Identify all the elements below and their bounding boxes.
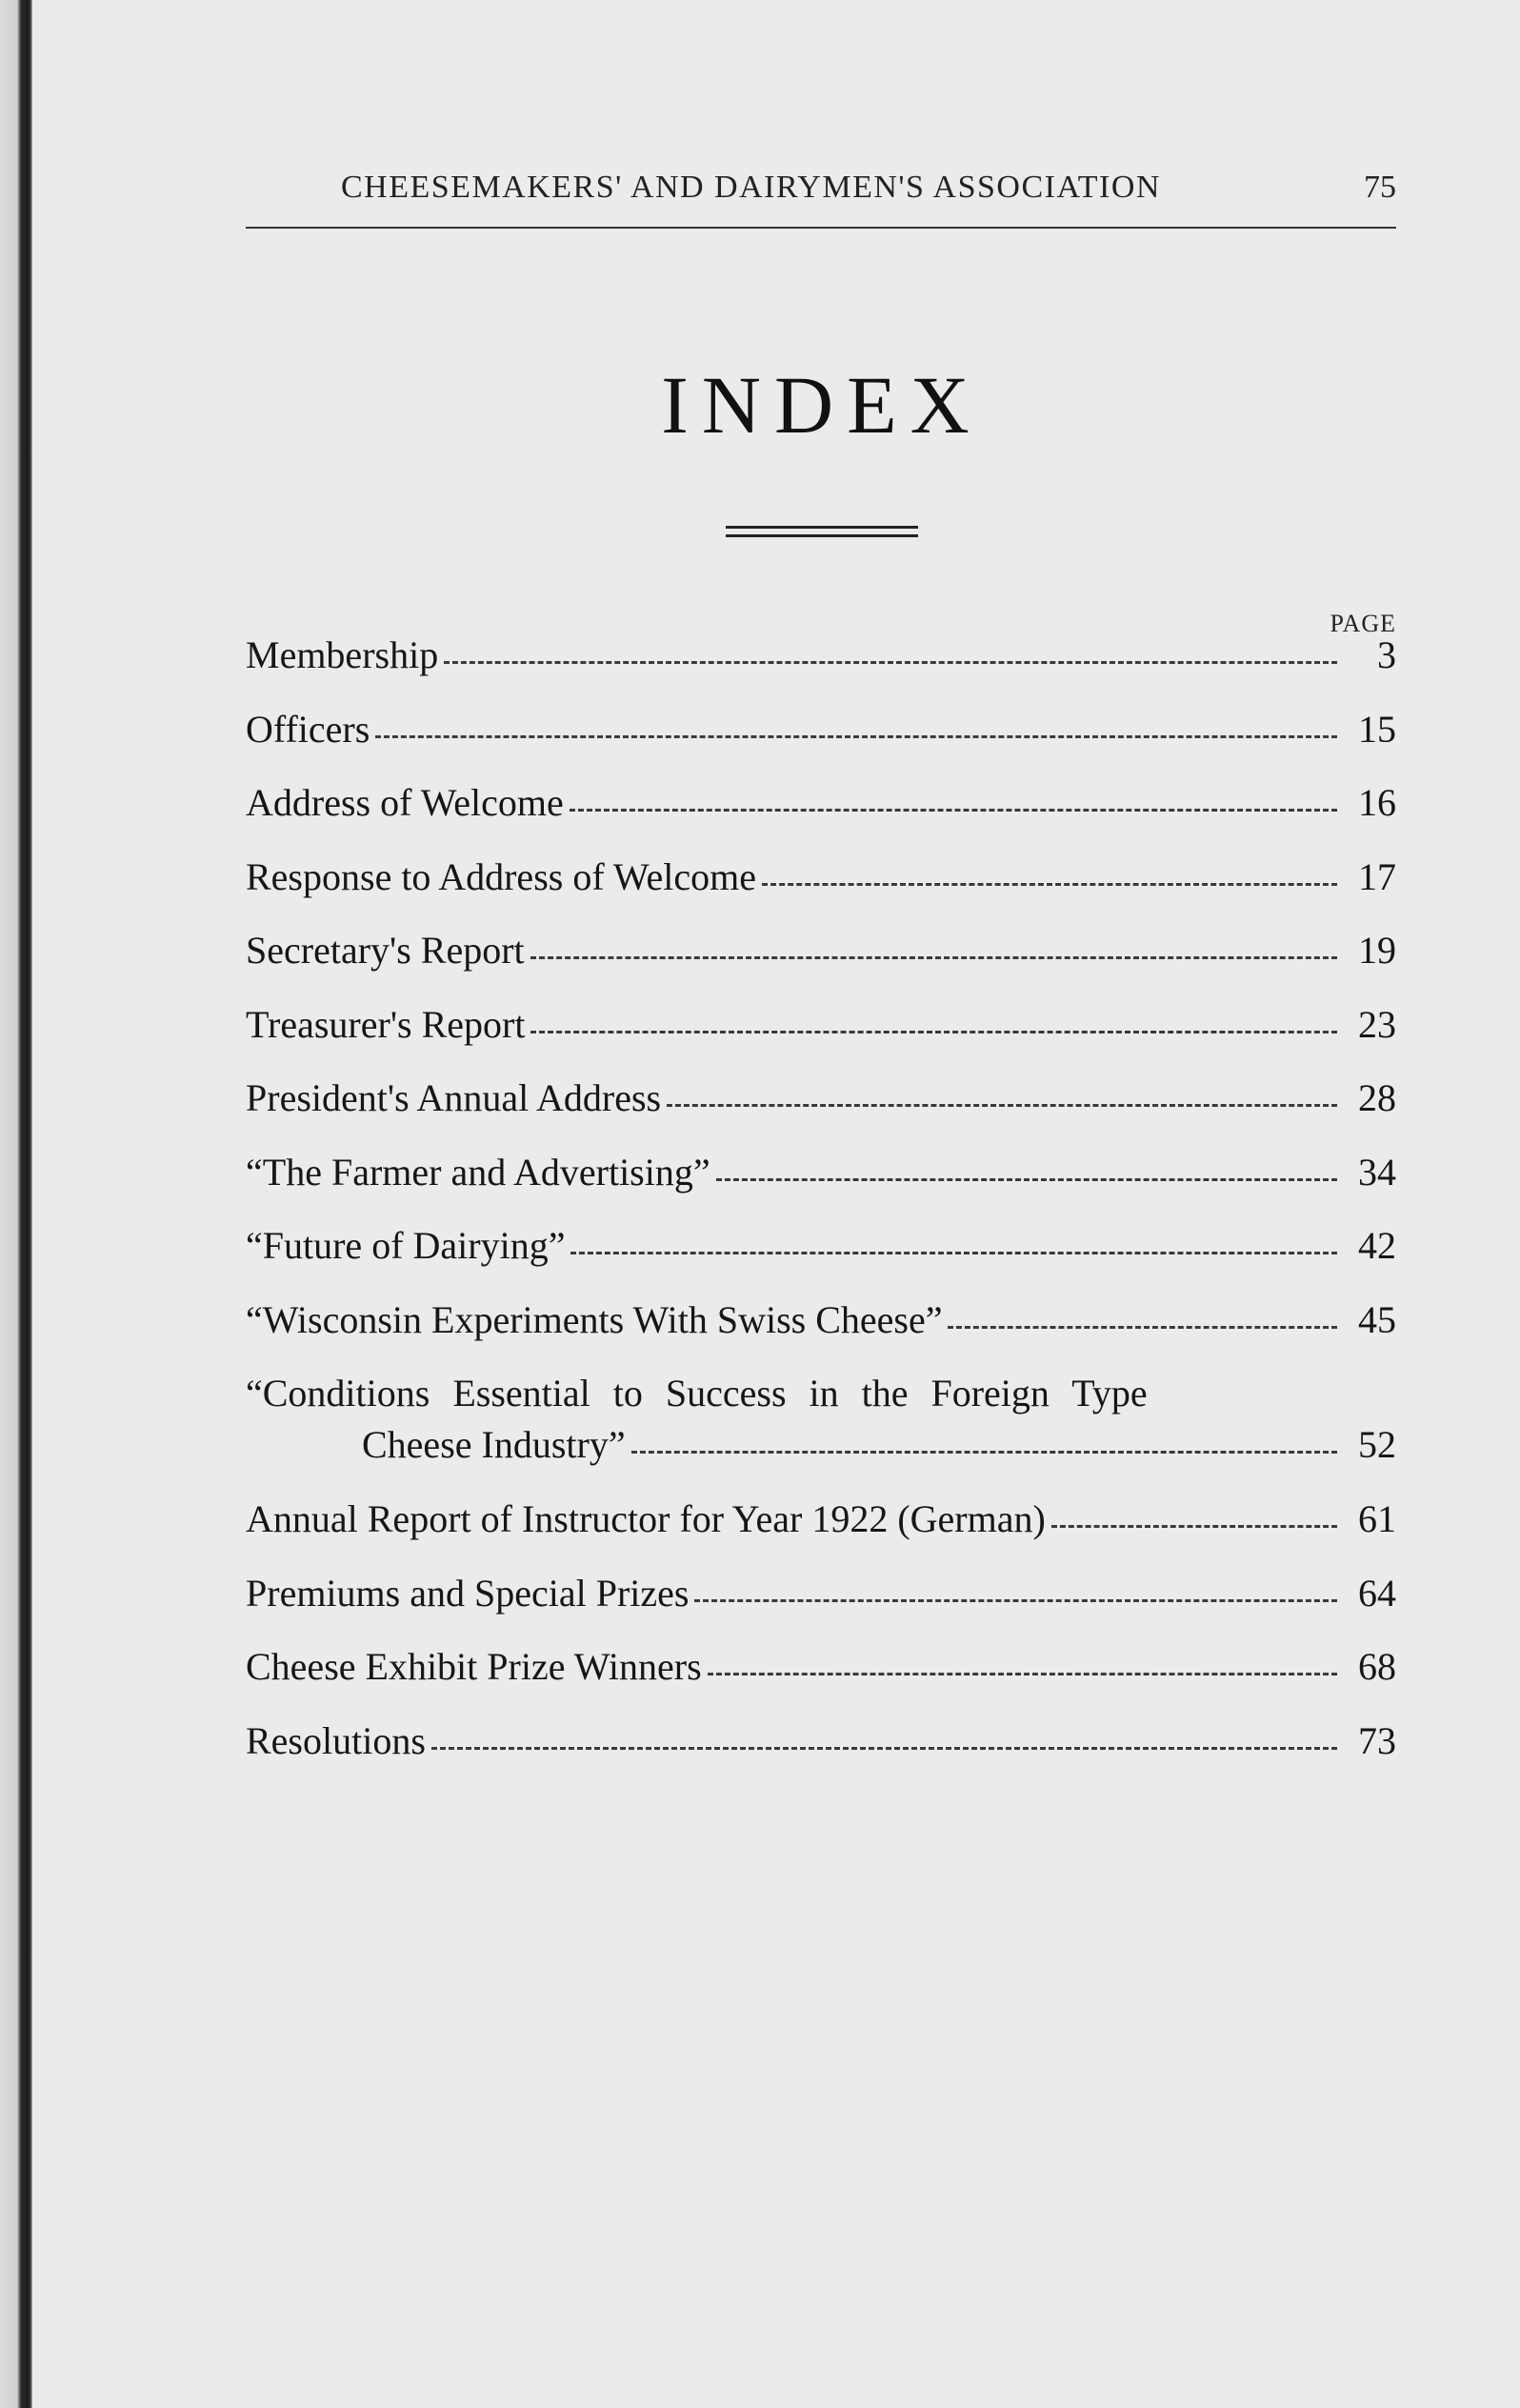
- entry-title: Annual Report of Instructor for Year 1922 (German): [246, 1497, 1046, 1540]
- entry-page-number: 34: [1358, 1150, 1396, 1194]
- index-entry[interactable]: [246, 851, 1396, 925]
- dot-leader: [530, 1031, 1337, 1033]
- entry-page-number: 68: [1358, 1645, 1396, 1688]
- entry-title: Premiums and Special Prizes: [246, 1571, 690, 1615]
- dot-leader: [570, 809, 1337, 812]
- dot-leader: [948, 1326, 1337, 1329]
- dot-leader: [444, 661, 1337, 664]
- page-column-label: PAGE: [1330, 610, 1396, 637]
- index-entry[interactable]: [246, 1072, 1396, 1146]
- entry-title: Cheese Exhibit Prize Winners: [246, 1645, 702, 1688]
- index-entry[interactable]: [246, 1219, 1396, 1294]
- dot-leader: [530, 956, 1337, 959]
- index-entry[interactable]: [246, 1567, 1396, 1641]
- dot-leader: [431, 1747, 1337, 1750]
- entry-title: “Future of Dairying”: [246, 1224, 566, 1267]
- running-title: CHEESEMAKERS' AND DAIRYMEN'S ASSOCIATION: [341, 170, 1161, 205]
- index-entry[interactable]: [246, 1640, 1396, 1715]
- index-entry[interactable]: [246, 1367, 1396, 1493]
- index-entry[interactable]: [246, 1146, 1396, 1220]
- index-entry[interactable]: [246, 1493, 1396, 1567]
- dot-leader: [667, 1104, 1337, 1107]
- index-entry[interactable]: [246, 629, 1396, 703]
- page-number: 75: [1364, 170, 1396, 205]
- entry-title: Officers: [246, 707, 370, 751]
- header-rule: [246, 227, 1396, 229]
- dot-leader: [375, 735, 1337, 738]
- entry-page-number: 16: [1358, 781, 1396, 824]
- entry-title: Secretary's Report: [246, 929, 525, 972]
- entry-title-line2: Cheese Industry”: [362, 1423, 626, 1466]
- dot-leader: [716, 1178, 1337, 1181]
- entry-title-line1: “Conditions Essential to Success in the Foreign Type: [246, 1372, 1148, 1415]
- index-entry[interactable]: [246, 776, 1396, 851]
- entry-page-number: 28: [1358, 1076, 1396, 1119]
- index-entry[interactable]: [246, 924, 1396, 998]
- entry-page-number: 3: [1377, 633, 1396, 676]
- index-list: [246, 629, 1396, 1788]
- entry-page-number: 17: [1358, 854, 1396, 898]
- entry-page-number: 23: [1358, 1002, 1396, 1046]
- running-header: [246, 170, 1396, 227]
- entry-title: “Wisconsin Experiments With Swiss Cheese”: [246, 1297, 943, 1341]
- index-entry[interactable]: [246, 1294, 1396, 1368]
- entry-title: Resolutions: [246, 1718, 426, 1762]
- entry-page-number: 15: [1358, 707, 1396, 751]
- title-double-rule: [726, 526, 918, 537]
- entry-title: Address of Welcome: [246, 781, 564, 824]
- entry-page-number: 52: [1358, 1423, 1396, 1466]
- dot-leader: [631, 1451, 1337, 1454]
- index-entry[interactable]: [246, 998, 1396, 1073]
- dot-leader: [708, 1673, 1337, 1676]
- entry-title: Treasurer's Report: [246, 1002, 526, 1046]
- dot-leader: [762, 883, 1337, 886]
- page-title: INDEX: [661, 359, 983, 451]
- entry-title: Response to Address of Welcome: [246, 854, 756, 898]
- dot-leader: [570, 1252, 1337, 1254]
- entry-page-number: 19: [1358, 929, 1396, 972]
- dot-leader: [694, 1599, 1337, 1602]
- entry-page-number: 73: [1358, 1718, 1396, 1762]
- entry-title: “The Farmer and Advertising”: [246, 1150, 710, 1194]
- entry-page-number: 61: [1358, 1497, 1396, 1540]
- index-entry[interactable]: [246, 1715, 1396, 1789]
- entry-page-number: 45: [1358, 1297, 1396, 1341]
- index-entry[interactable]: [246, 703, 1396, 777]
- entry-title: Membership: [246, 633, 439, 676]
- dot-leader: [1051, 1525, 1337, 1528]
- entry-title: President's Annual Address: [246, 1076, 662, 1119]
- entry-page-number: 42: [1358, 1224, 1396, 1267]
- entry-page-number: 64: [1358, 1571, 1396, 1615]
